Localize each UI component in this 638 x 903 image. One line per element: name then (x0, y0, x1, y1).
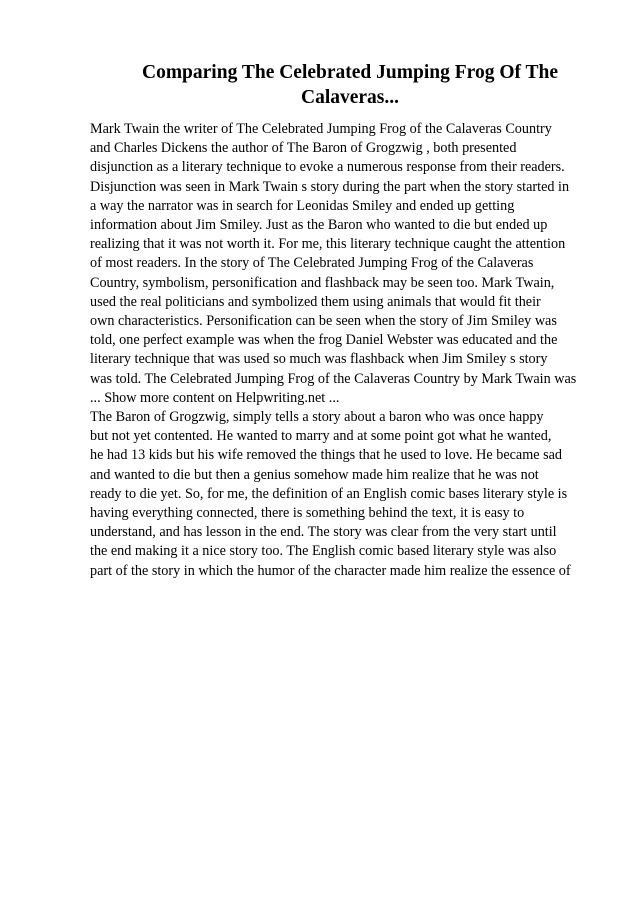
text-line: Mark Twain the writer of The Celebrated Jumping Frog of the Calaveras Country (90, 121, 552, 137)
title-line: Calaveras... (300, 87, 400, 108)
text-line: and Charles Dickens the author of The Baron of Grogzwig , both presented (90, 140, 517, 157)
text-line: having everything connected, there is something behind the text, it is easy to (90, 505, 525, 522)
text-line: literary technique that was used so much was flashback when Jim Smiley s story (90, 351, 548, 368)
text-line: of most readers. In the story of The Celebrated Jumping Frog of the Calaveras (90, 255, 534, 272)
text-line: Disjunction was seen in Mark Twain s story during the part when the story started in (90, 178, 570, 195)
text-line: Country, symbolism, personification and flashback may be seen too. Mark Twain, (90, 274, 555, 291)
text-line: and wanted to die but then a genius somehow made him realize that he was not (90, 466, 539, 483)
text-line: but not yet contented. He wanted to marry and at some point got what he wanted, (90, 428, 552, 445)
text-line: own characteristics. Personification can be seen when the story of Jim Smiley was (90, 313, 557, 330)
text-line: told, one perfect example was when the frog Daniel Webster was educated and the (90, 332, 558, 349)
show-more-line: ... Show more content on Helpwriting.net ... (90, 389, 340, 406)
text-line: realizing that it was not worth it. For me, this literary technique caught the attention (90, 236, 566, 253)
text-line: part of the story in which the humor of the character made him realize the essence of (90, 562, 571, 579)
text-line: the end making it a nice story too. The English comic based literary style was also (90, 543, 557, 560)
document-body (90, 120, 630, 581)
text-line: ready to die yet. So, for me, the definition of an English comic bases literary style is (90, 485, 568, 502)
title-line: Comparing The Celebrated Jumping Frog Of The (141, 62, 559, 83)
text-line: information about Jim Smiley. Just as the Baron who wanted to die but ended up (90, 217, 548, 234)
text-line: understand, and has lesson in the end. The story was clear from the very start until (90, 524, 557, 541)
text-line: was told. The Celebrated Jumping Frog of the Calaveras Country by Mark Twain was (90, 370, 577, 387)
text-line: he had 13 kids but his wife removed the things that he used to love. He became sad (90, 447, 563, 464)
text-line: used the real politicians and symbolized them using animals that would fit their (90, 293, 541, 310)
text-line: The Baron of Grogzwig, simply tells a story about a baron who was once happy (90, 409, 544, 426)
document-title (90, 60, 610, 110)
text-line: a way the narrator was in search for Leonidas Smiley and ended up getting (90, 197, 515, 214)
text-line: disjunction as a literary technique to evoke a numerous response from their readers. (90, 159, 565, 176)
